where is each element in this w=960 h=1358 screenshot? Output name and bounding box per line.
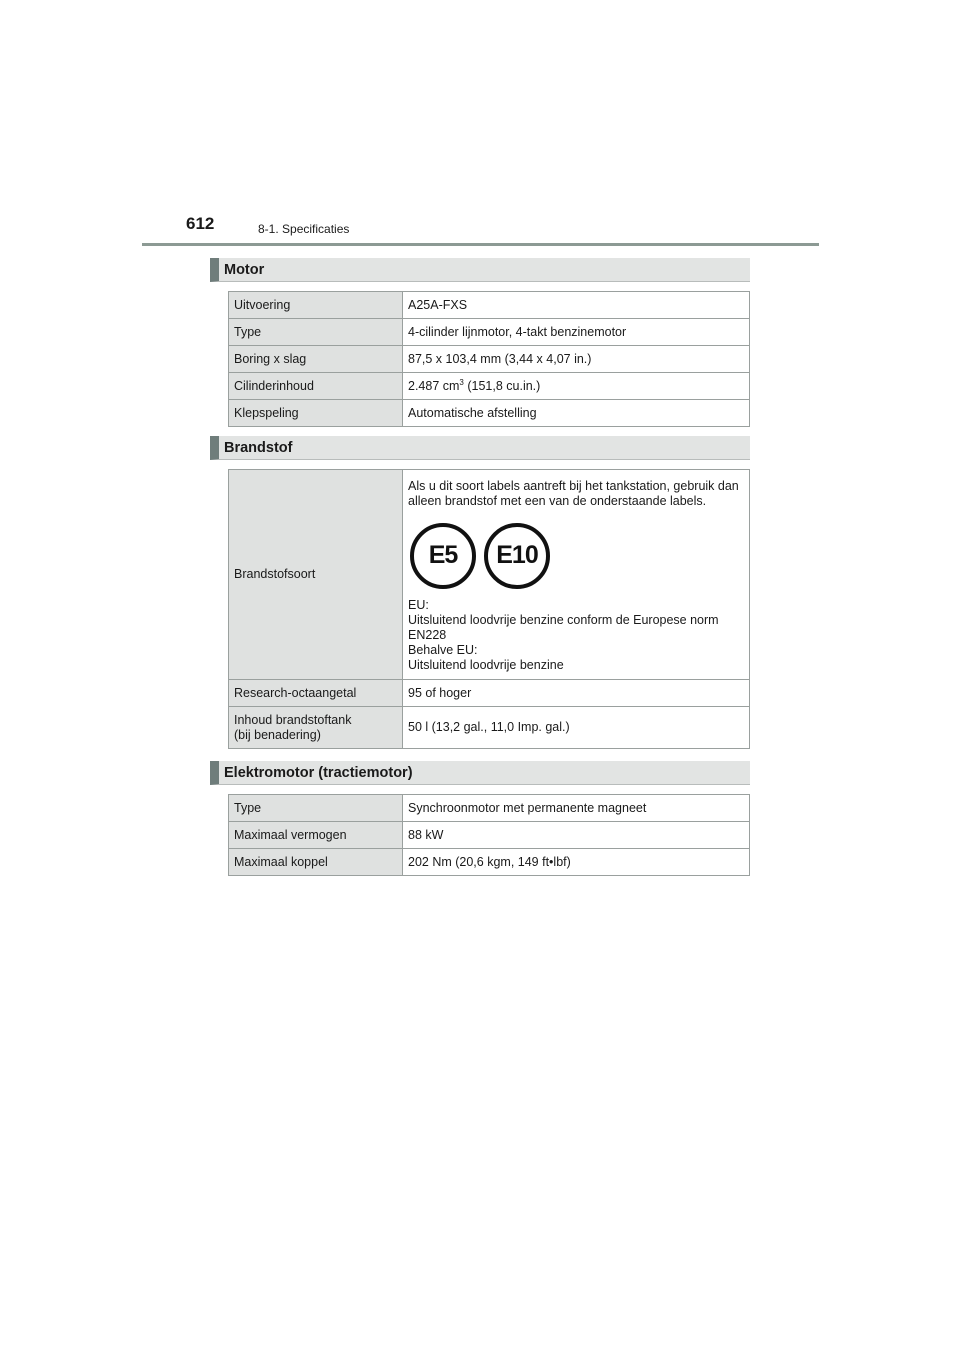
section-header-elektromotor	[210, 761, 750, 785]
fuel-label-e10: E10	[484, 523, 550, 589]
table-row	[229, 292, 750, 319]
table-row	[229, 795, 750, 822]
motor-spec-table	[228, 291, 750, 427]
spec-value: Automatische afstelling	[403, 400, 750, 427]
spec-label: Cilinderinhoud	[229, 373, 403, 400]
fuel-label-e5: E5	[410, 523, 476, 589]
fuel-instruction: Als u dit soort labels aantreft bij het tankstation, gebruik dan alleen brandstof met een van de onderstaande labels.	[408, 478, 739, 508]
chapter-title: 8-1. Specificaties	[258, 222, 350, 236]
section-title-motor: Motor	[224, 262, 265, 278]
non-eu-heading: Behalve EU:	[408, 642, 478, 657]
fuel-label-group	[410, 523, 744, 589]
header-divider	[142, 243, 819, 246]
spec-label: Type	[229, 319, 403, 346]
spec-value: 4-cilinder lijnmotor, 4-takt benzinemotor	[403, 319, 750, 346]
spec-value: 88 kW	[403, 822, 750, 849]
non-eu-text: Uitsluitend loodvrije benzine	[408, 657, 564, 672]
spec-label: Research-octaangetal	[229, 680, 403, 707]
spec-value: 202 Nm (20,6 kgm, 149 ft•lbf)	[403, 849, 750, 876]
spec-label: Type	[229, 795, 403, 822]
spec-value: 87,5 x 103,4 mm (3,44 x 4,07 in.)	[403, 346, 750, 373]
displacement-exponent: 3	[459, 377, 464, 387]
table-row	[229, 319, 750, 346]
spec-label: Klepspeling	[229, 400, 403, 427]
table-row	[229, 680, 750, 707]
spec-label	[229, 707, 403, 749]
spec-value	[403, 373, 750, 400]
table-row	[229, 346, 750, 373]
spec-value: 50 l (13,2 gal., 11,0 Imp. gal.)	[403, 707, 750, 749]
tank-label-line1: Inhoud brandstoftank	[234, 712, 352, 727]
spec-label: Maximaal koppel	[229, 849, 403, 876]
page-number: 612	[186, 214, 215, 233]
eu-text: Uitsluitend loodvrije benzine conform de Europese norm EN228	[408, 612, 719, 642]
spec-value: A25A-FXS	[403, 292, 750, 319]
table-row	[229, 822, 750, 849]
table-row	[229, 849, 750, 876]
section-header-motor	[210, 258, 750, 282]
displacement-value: 2.487 cm	[408, 378, 460, 393]
spec-label: Maximaal vermogen	[229, 822, 403, 849]
table-row	[229, 400, 750, 427]
spec-value	[403, 470, 750, 680]
section-title-brandstof: Brandstof	[224, 440, 293, 456]
table-row	[229, 373, 750, 400]
spec-label: Boring x slag	[229, 346, 403, 373]
tank-label-line2: (bij benadering)	[234, 727, 321, 742]
spec-label: Brandstofsoort	[229, 470, 403, 680]
displacement-value-imperial: (151,8 cu.in.)	[463, 378, 541, 393]
spec-label: Uitvoering	[229, 292, 403, 319]
table-row	[229, 707, 750, 749]
table-row	[229, 470, 750, 680]
electric-motor-spec-table	[228, 794, 750, 876]
spec-value: Synchroonmotor met permanente magneet	[403, 795, 750, 822]
eu-heading: EU:	[408, 597, 429, 612]
section-header-brandstof	[210, 436, 750, 460]
fuel-spec-table	[228, 469, 750, 749]
section-title-elektromotor: Elektromotor (tractiemotor)	[224, 765, 413, 781]
spec-value: 95 of hoger	[403, 680, 750, 707]
